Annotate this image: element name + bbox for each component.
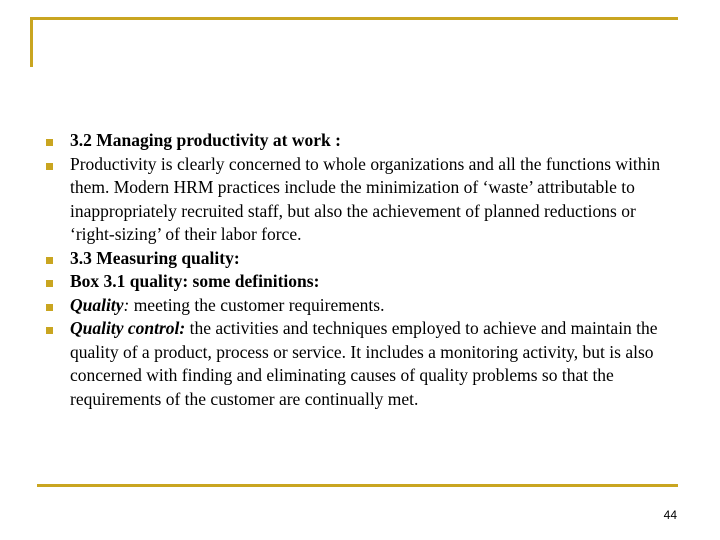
page-number: 44 (663, 508, 677, 522)
bullet-item (46, 153, 676, 247)
quality-term: Quality (70, 294, 124, 315)
bullet-square-icon (46, 327, 53, 334)
bullet-square-icon (46, 257, 53, 264)
quality-definition: meeting the customer requirements. (129, 294, 385, 315)
frame-bottom-rule (37, 484, 678, 487)
frame-top-rule (30, 17, 678, 20)
bullet-item (46, 317, 676, 411)
bullet-item (46, 270, 676, 294)
bullet-item (46, 247, 676, 271)
section-heading-quality: 3.3 Measuring quality: (70, 247, 240, 268)
quality-term-colon: : (123, 294, 130, 315)
bullet-item (46, 294, 676, 318)
quality-control-definition: the activities and techniques employed to achieve and maintain the quality of a product, process or service. It includes a monitoring activity, but is also concerned with finding and eliminating causes of quality problems so that the requirements of the customer are continually met. (70, 318, 658, 409)
productivity-paragraph: Productivity is clearly concerned to whole organizations and all the functions within them. Modern HRM practices include the minimization of ‘waste’ attributable to inappropriately recruited staff, but also the achievement of planned reductions or ‘right-sizing’ of their labor force. (70, 153, 661, 244)
quality-control-term: Quality control: (70, 318, 186, 338)
bullet-square-icon (46, 163, 53, 170)
frame-left-rule (30, 17, 33, 67)
slide-body (46, 129, 676, 411)
section-heading-productivity: 3.2 Managing productivity at work : (70, 130, 341, 150)
bullet-square-icon (46, 139, 53, 146)
bullet-item (46, 129, 676, 153)
box-heading-definitions: Box 3.1 quality: some definitions: (70, 271, 320, 291)
bullet-square-icon (46, 304, 53, 311)
bullet-square-icon (46, 280, 53, 287)
